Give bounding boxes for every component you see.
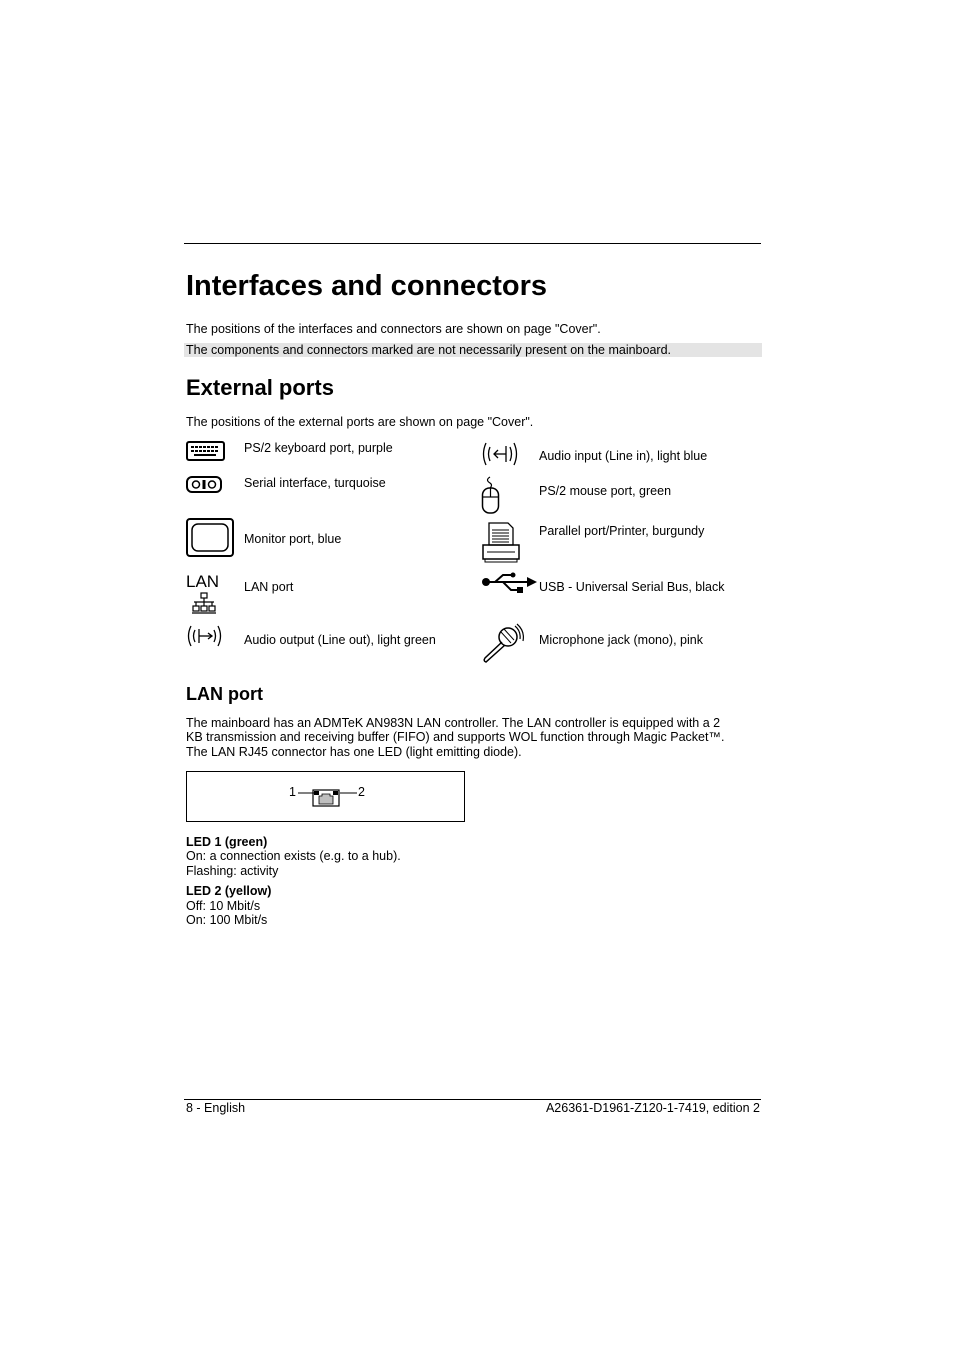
footer-document-id: A26361-D1961-Z120-1-7419, edition 2 (545, 1101, 760, 1115)
port-label: Serial interface, turquoise (244, 476, 386, 490)
header-rule (184, 243, 761, 244)
microphone-icon (481, 623, 525, 665)
external-ports-intro: The positions of the external ports are shown on page "Cover". (186, 415, 534, 429)
led2-line-off: Off: 10 Mbit/s (186, 899, 261, 913)
led2-line-on: On: 100 Mbit/s (186, 913, 268, 927)
led2-callout: 2 (358, 785, 365, 799)
rj45-connector-icon (295, 784, 361, 808)
lan-paragraph-line-1: The mainboard has an ADMTeK AN983N LAN controller. The LAN controller is equipped with a 2 (186, 716, 721, 730)
led1-callout: 1 (289, 785, 296, 799)
lan-icon (192, 592, 218, 616)
lan-paragraph-line-3: The LAN RJ45 connector has one LED (light emitting diode). (186, 745, 522, 759)
serial-port-icon (186, 474, 226, 496)
lan-connector-diagram (186, 771, 465, 822)
port-label: PS/2 keyboard port, purple (244, 441, 393, 455)
port-label: Monitor port, blue (244, 532, 342, 546)
port-label: Parallel port/Printer, burgundy (539, 524, 705, 538)
usb-icon (481, 572, 539, 598)
intro-text: The positions of the interfaces and connectors are shown on page "Cover". (186, 322, 601, 336)
monitor-icon (186, 518, 236, 558)
audio-in-icon (481, 440, 521, 468)
note-box (184, 343, 762, 357)
section-heading-external-ports: External ports (186, 375, 334, 400)
led1-line-flashing: Flashing: activity (186, 864, 279, 878)
port-label: PS/2 mouse port, green (539, 484, 672, 498)
audio-out-icon (186, 624, 226, 650)
printer-icon (481, 521, 521, 565)
led1-title: LED 1 (green) (186, 835, 268, 849)
note-text: The components and connectors marked are not necessarily present on the mainboard. (186, 343, 671, 357)
port-label: USB - Universal Serial Bus, black (539, 580, 725, 594)
port-label: LAN port (244, 580, 294, 594)
lan-icon-text: LAN (186, 572, 220, 591)
lan-paragraph-line-2: KB transmission and receiving buffer (FIFO) and supports WOL function through Magic Packet™. (186, 730, 725, 744)
footer-rule (184, 1099, 761, 1100)
keyboard-icon (186, 440, 226, 462)
port-label: Audio input (Line in), light blue (539, 449, 708, 463)
led2-title: LED 2 (yellow) (186, 884, 272, 898)
section-heading-lan-port: LAN port (186, 684, 263, 704)
footer-page-number: 8 - English (186, 1101, 246, 1115)
port-label: Audio output (Line out), light green (244, 633, 436, 647)
page-title: Interfaces and connectors (186, 270, 547, 302)
port-label: Microphone jack (mono), pink (539, 633, 703, 647)
mouse-icon (481, 476, 505, 516)
led1-line-on: On: a connection exists (e.g. to a hub). (186, 849, 401, 863)
